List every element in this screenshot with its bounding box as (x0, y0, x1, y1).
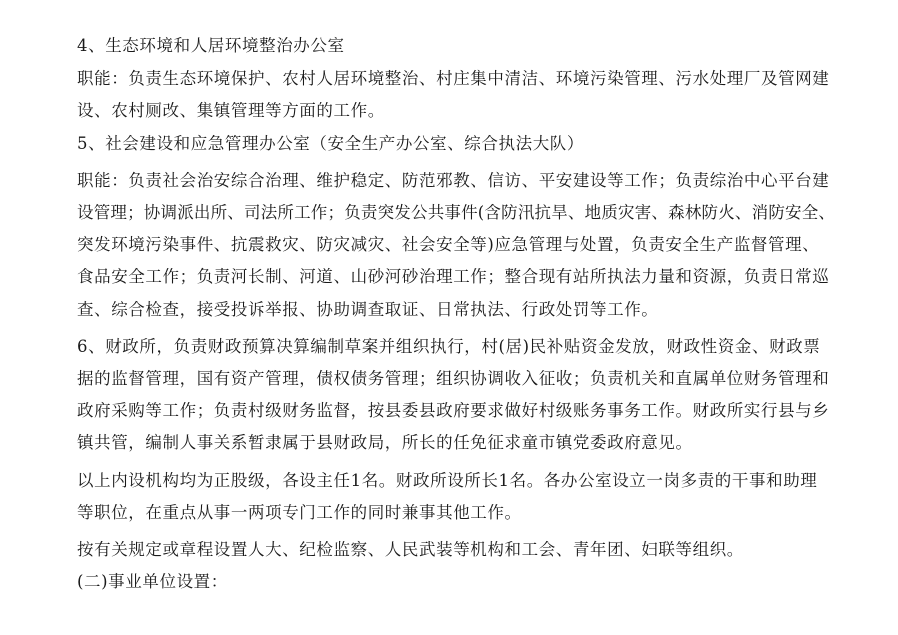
subsection-heading-public-institutions: (二)事业单位设置： (77, 572, 228, 591)
paragraph-line: 等职位，在重点从事一两项专门工作的同时兼事其他工作。 (77, 503, 522, 522)
paragraph-line: 食品安全工作；负责河长制、河道、山砂河砂治理工作；整合现有站所执法力量和资源，负责日常巡 (77, 267, 830, 286)
paragraph-line: 政府采购等工作；负责村级财务监督，按县委县政府要求做好村级账务事务工作。财政所实行县与乡 (77, 401, 830, 420)
section-heading-ecology-office: 4、生态环境和人居环境整治办公室 (77, 36, 345, 55)
paragraph-line: 按有关规定或章程设置人大、纪检监察、人民武装等机构和工会、青年团、妇联等组织。 (77, 540, 744, 559)
paragraph-line: 设、农村厕改、集镇管理等方面的工作。 (77, 101, 385, 120)
paragraph-line: 镇共管，编制人事关系暂隶属于县财政局，所长的任免征求童市镇党委政府意见。 (77, 433, 693, 452)
paragraph-line: 据的监督管理，国有资产管理，债权债务管理；组织协调收入征收；负责机关和直属单位财务管理和 (77, 369, 830, 388)
section-heading-social-emergency-office: 5、社会建设和应急管理办公室（安全生产办公室、综合执法大队） (77, 134, 584, 153)
paragraph-line: 以上内设机构均为正股级，各设主任1名。财政所设所长1名。各办公室设立一岗多责的干事和助理 (77, 471, 818, 490)
section-heading-finance-office: 6、财政所，负责财政预算决算编制草案并组织执行，村(居)民补贴资金发放，财政性资金、财政票 (77, 337, 821, 356)
paragraph-line: 突发环境污染事件、抗震救灾、防灾减灾、社会安全等)应急管理与处置，负责安全生产监督管理、 (77, 235, 820, 254)
paragraph-line: 设管理；协调派出所、司法所工作；负责突发公共事件(含防汛抗旱、地质灾害、森林防火、消防安全、 (77, 203, 836, 222)
paragraph-line: 职能：负责社会治安综合治理、维护稳定、防范邪教、信访、平安建设等工作；负责综治中心平台建 (77, 171, 830, 190)
paragraph-line: 职能：负责生态环境保护、农村人居环境整治、村庄集中清洁、环境污染管理、污水处理厂及管网建 (77, 69, 830, 88)
paragraph-line: 查、综合检查，接受投诉举报、协助调查取证、日常执法、行政处罚等工作。 (77, 300, 659, 319)
